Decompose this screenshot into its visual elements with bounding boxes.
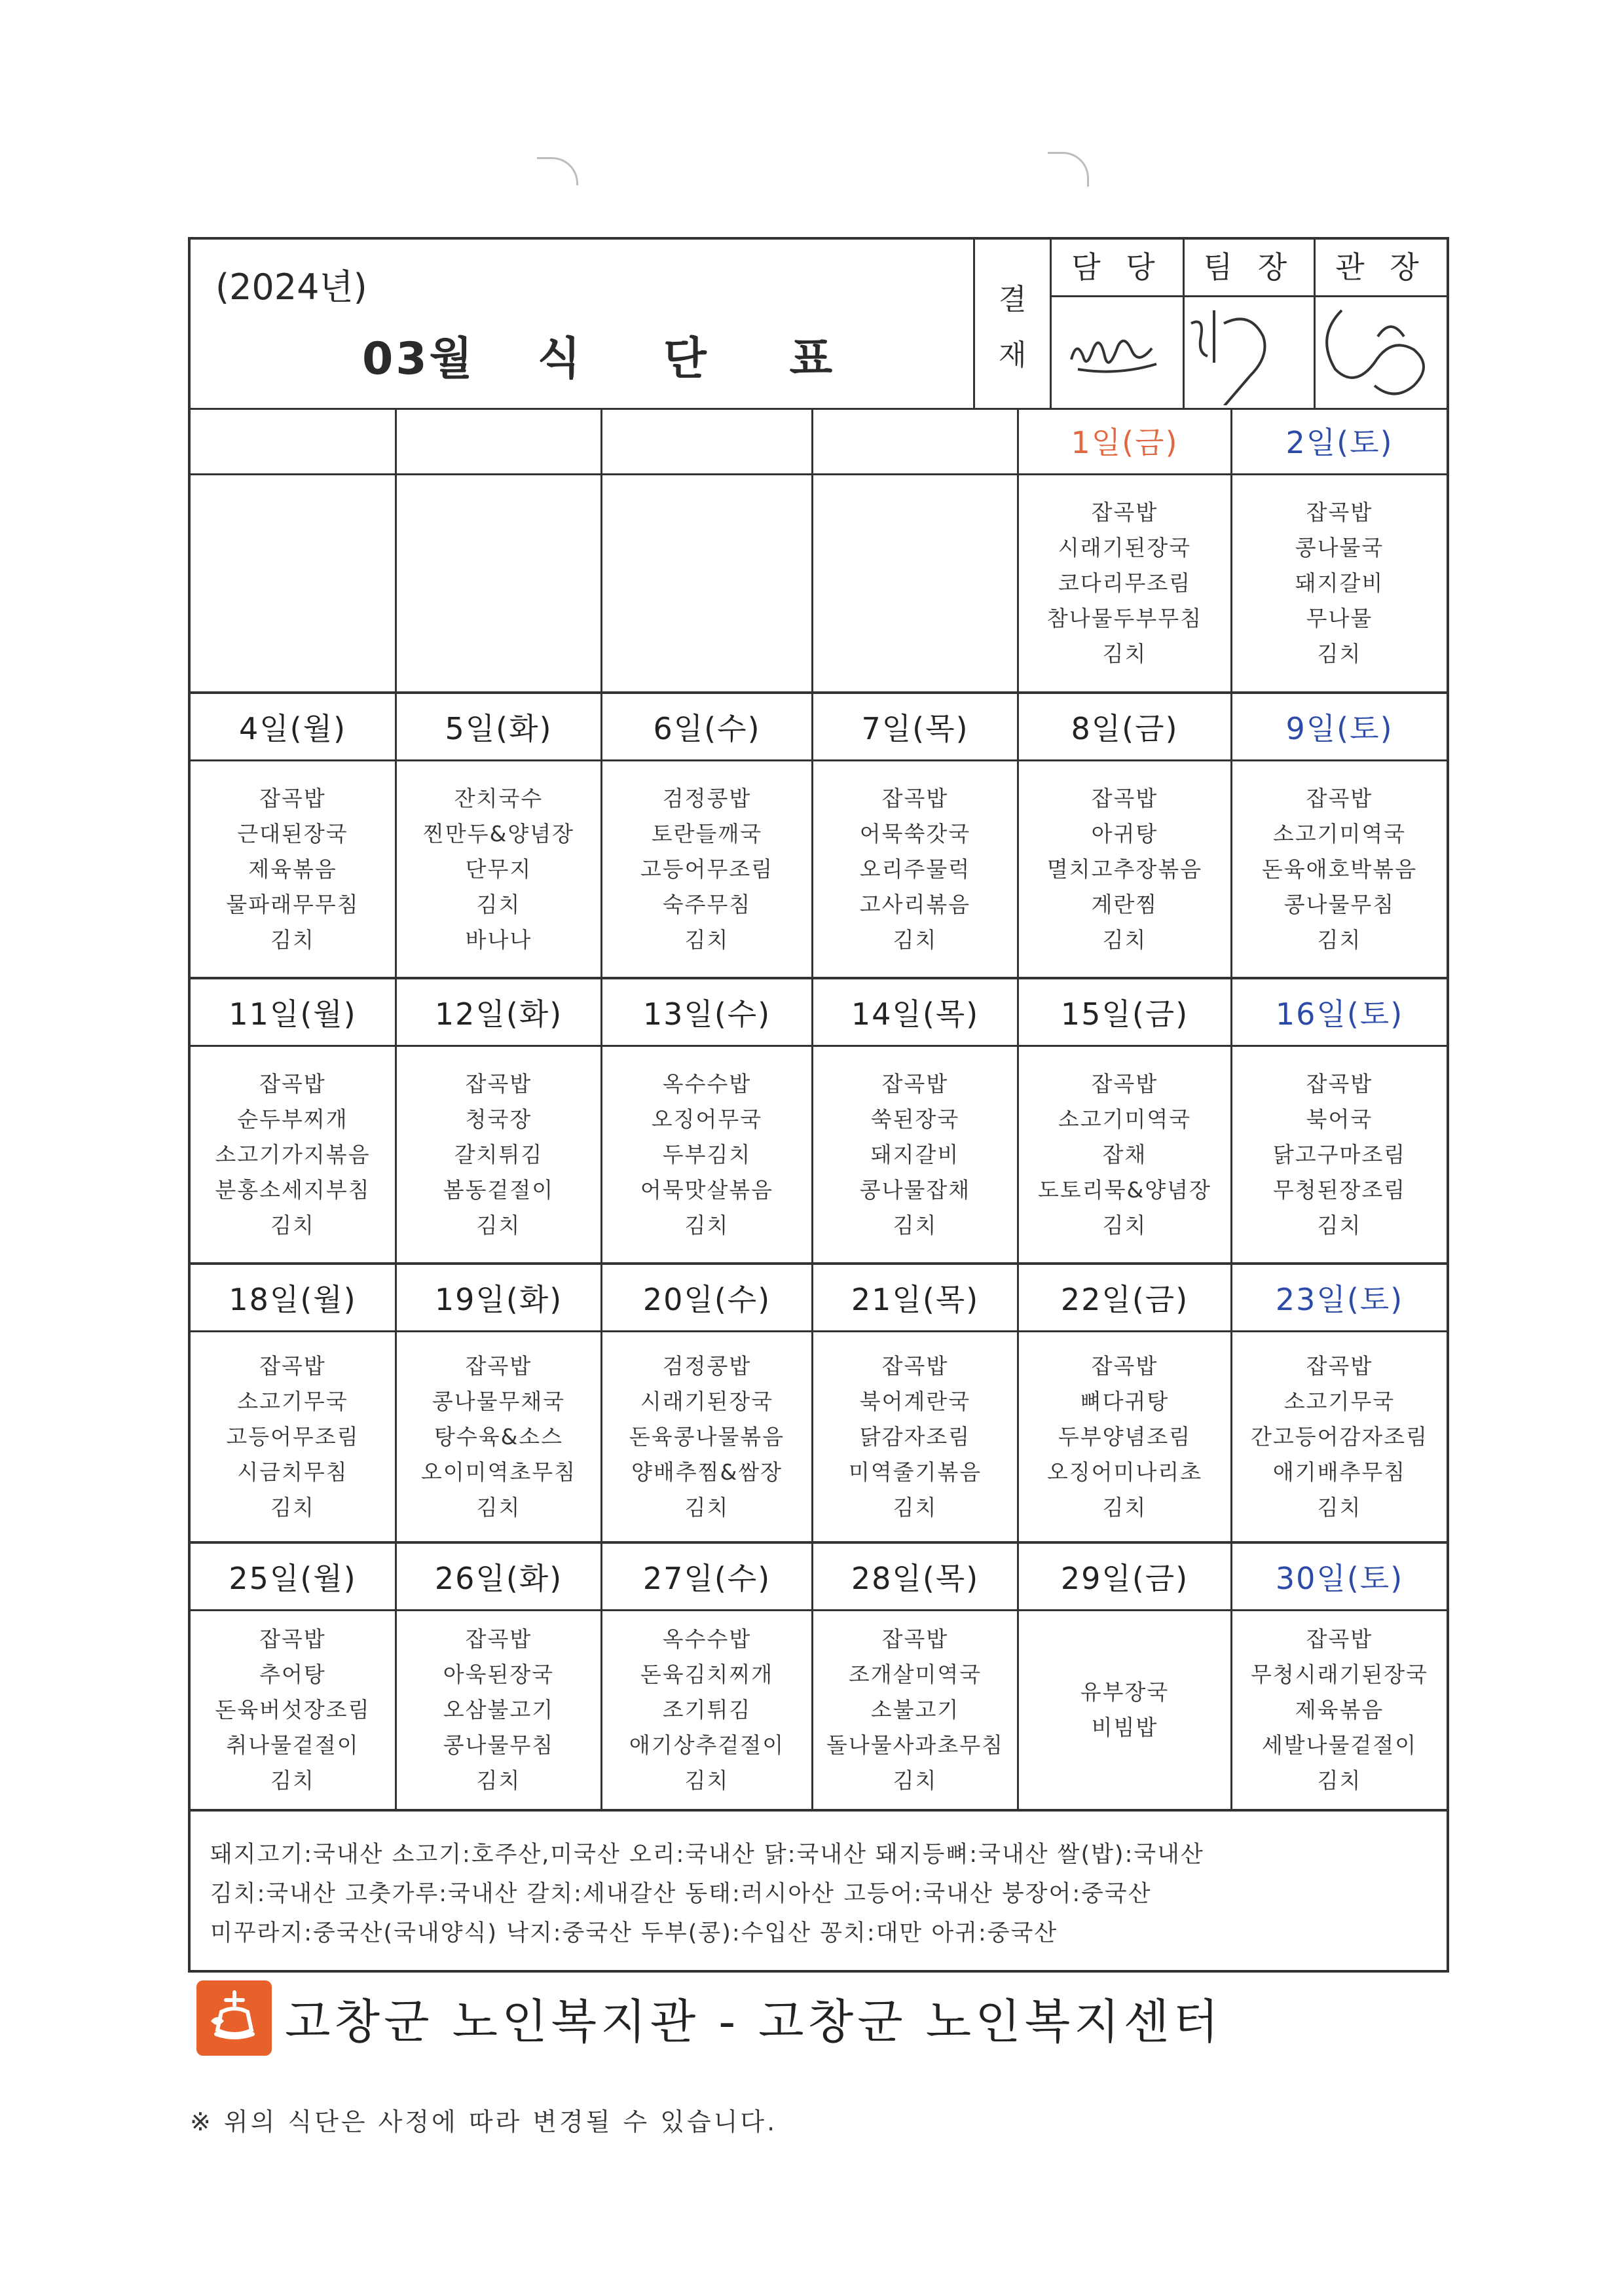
menu-item: 오이미역초무침 <box>420 1459 577 1485</box>
menu-cell <box>191 761 397 977</box>
menu-item: 무청시래기된장국 <box>1250 1662 1429 1687</box>
menu-item: 잡곡밥 <box>1306 1070 1373 1097</box>
approval-char: 결 <box>999 283 1027 316</box>
date-cell: 7일(목) <box>813 694 1019 759</box>
menu-item: 탕수육&소스 <box>434 1423 564 1449</box>
approval-label <box>973 240 1052 408</box>
menu-item: 추어탕 <box>259 1662 326 1687</box>
menu-item: 잡곡밥 <box>1091 785 1158 811</box>
menu-item: 돼지갈비 <box>870 1141 960 1167</box>
menu-item: 김치 <box>893 926 938 953</box>
menu-item: 아욱된장국 <box>443 1662 555 1687</box>
menu-row <box>191 1611 1447 1812</box>
origin-line: 김치:국내산 고춧가루:국내산 갈치:세내갈산 동태:러시아산 고등어:국내산 붕장어:중국산 <box>210 1881 1152 1907</box>
menu-cell <box>1232 475 1447 691</box>
menu-item: 비빔밥 <box>1091 1715 1158 1740</box>
menu-cell <box>1019 761 1232 977</box>
menu-item: 김치 <box>270 1768 315 1793</box>
menu-row <box>191 475 1447 694</box>
menu-item: 김치 <box>1317 1212 1362 1238</box>
menu-item: 미역줄기볶음 <box>848 1459 982 1485</box>
sheet-header <box>191 240 1447 410</box>
menu-item: 김치 <box>1102 1212 1147 1238</box>
date-cell: 25일(월) <box>191 1544 397 1609</box>
menu-item: 유부장국 <box>1080 1679 1170 1705</box>
date-cell <box>602 408 813 473</box>
date-cell: 30일(토) <box>1275 1561 1404 1596</box>
menu-item: 잡곡밥 <box>1091 1070 1158 1097</box>
menu-cell <box>191 475 397 691</box>
organization-logo <box>196 1980 272 2056</box>
menu-item: 잡곡밥 <box>1091 500 1158 525</box>
signature-team-lead <box>1185 297 1316 405</box>
menu-row <box>191 1332 1447 1544</box>
menu-sheet <box>188 237 1449 1973</box>
menu-item: 소고기미역국 <box>1058 1106 1192 1132</box>
menu-item: 시금치무침 <box>237 1459 348 1485</box>
menu-cell <box>813 1611 1019 1809</box>
menu-cell <box>813 1047 1019 1262</box>
date-cell: 26일(화) <box>397 1544 602 1609</box>
menu-item: 잡곡밥 <box>465 1626 532 1652</box>
menu-item: 북어계란국 <box>859 1388 971 1414</box>
menu-cell <box>397 1611 602 1809</box>
menu-item: 김치 <box>476 1212 521 1238</box>
date-cell <box>191 408 397 473</box>
menu-cell <box>191 1047 397 1262</box>
menu-item: 쑥된장국 <box>870 1106 960 1132</box>
date-cell: 5일(화) <box>397 694 602 759</box>
date-cell: 18일(월) <box>191 1265 397 1330</box>
scan-mark <box>537 157 578 185</box>
menu-item: 콩나물잡채 <box>859 1176 971 1203</box>
date-cell: 16일(토) <box>1275 996 1404 1032</box>
menu-item: 김치 <box>270 926 315 953</box>
menu-row <box>191 761 1447 979</box>
date-cell: 15일(금) <box>1019 979 1232 1045</box>
date-cell: 21일(목) <box>813 1265 1019 1330</box>
title-char: 식 <box>537 333 583 385</box>
menu-item: 고등어무조림 <box>640 856 774 882</box>
date-cell: 27일(수) <box>602 1544 813 1609</box>
menu-cell <box>397 475 602 691</box>
menu-item: 잡곡밥 <box>881 785 949 811</box>
menu-item: 김치 <box>684 1212 729 1238</box>
menu-item: 무청된장조림 <box>1272 1176 1407 1203</box>
menu-item: 김치 <box>270 1212 315 1238</box>
menu-cell <box>602 1332 813 1541</box>
menu-item: 옥수수밥 <box>662 1070 752 1097</box>
menu-cell <box>397 1047 602 1262</box>
menu-item: 김치 <box>1317 641 1362 666</box>
menu-item: 잡곡밥 <box>881 1626 949 1652</box>
menu-item: 잡곡밥 <box>1306 500 1373 525</box>
menu-cell <box>191 1332 397 1541</box>
menu-item: 검정콩밥 <box>662 785 752 811</box>
menu-item: 콩나물무침 <box>1283 891 1395 917</box>
menu-cell <box>1019 1611 1232 1809</box>
menu-item: 고등어무조림 <box>226 1423 360 1449</box>
menu-item: 소고기무국 <box>237 1388 348 1414</box>
menu-item: 콩나물무채국 <box>432 1388 566 1414</box>
title-char: 표 <box>789 333 836 385</box>
menu-cell <box>397 761 602 977</box>
menu-item: 토란들깨국 <box>651 820 763 847</box>
menu-item: 어묵쑥갓국 <box>859 820 971 847</box>
date-cell <box>397 408 602 473</box>
menu-item: 김치 <box>270 1494 315 1520</box>
menu-item: 잡곡밥 <box>1091 1353 1158 1379</box>
menu-item: 오리주물럭 <box>859 856 971 882</box>
menu-item: 시래기된장국 <box>1058 535 1192 560</box>
date-cell: 2일(토) <box>1285 425 1393 460</box>
menu-item: 아귀탕 <box>1091 820 1158 847</box>
menu-item: 소불고기 <box>870 1697 960 1722</box>
date-cell: 1일(금) <box>1019 408 1232 473</box>
menu-item: 돈육버섯장조림 <box>215 1697 371 1722</box>
menu-calendar <box>191 408 1447 1812</box>
menu-item: 물파래무무침 <box>226 891 360 917</box>
menu-cell <box>191 1611 397 1809</box>
menu-item: 숙주무침 <box>662 891 752 917</box>
date-cell: 23일(토) <box>1275 1282 1404 1317</box>
title-char: 단 <box>663 333 709 385</box>
menu-item: 김치 <box>893 1212 938 1238</box>
menu-item: 두부양념조림 <box>1058 1423 1192 1449</box>
menu-cell <box>1019 1047 1232 1262</box>
date-cell: 19일(화) <box>397 1265 602 1330</box>
menu-item: 김치 <box>684 926 729 953</box>
approval-role: 팀 장 <box>1185 240 1314 297</box>
menu-item: 돈육김치찌개 <box>640 1662 774 1687</box>
date-row <box>191 1265 1447 1332</box>
menu-item: 제육볶음 <box>1295 1697 1384 1722</box>
menu-item: 간고등어감자조림 <box>1250 1423 1429 1449</box>
menu-item: 고사리볶음 <box>859 891 971 917</box>
date-cell: 29일(금) <box>1019 1544 1232 1609</box>
menu-item: 닭감자조림 <box>859 1423 971 1449</box>
menu-item: 잡곡밥 <box>1306 1353 1373 1379</box>
approval-role: 관 장 <box>1316 240 1447 297</box>
approval-cell-team-lead <box>1185 240 1316 408</box>
menu-cell <box>602 761 813 977</box>
menu-item: 갈치튀김 <box>454 1141 544 1167</box>
menu-item: 두부김치 <box>662 1141 752 1167</box>
menu-item: 코다리무조림 <box>1058 570 1192 596</box>
menu-item: 돌나물사과초무침 <box>826 1732 1005 1758</box>
menu-cell <box>1232 1611 1447 1809</box>
menu-cell <box>1232 761 1447 977</box>
date-row <box>191 979 1447 1047</box>
menu-item: 김치 <box>1317 1494 1362 1520</box>
menu-item: 취나물겉절이 <box>226 1732 360 1758</box>
menu-item: 김치 <box>1102 1494 1147 1520</box>
menu-item: 잡곡밥 <box>1306 785 1373 811</box>
approval-cell-director <box>1316 240 1447 408</box>
menu-item: 돼지갈비 <box>1295 570 1384 596</box>
menu-item: 김치 <box>1102 926 1147 953</box>
organization-name: 고창군 노인복지관 - 고창군 노인복지센터 <box>285 1994 1223 2049</box>
page-title <box>362 323 835 387</box>
menu-item: 닭고구마조림 <box>1272 1141 1407 1167</box>
date-cell: 22일(금) <box>1019 1265 1232 1330</box>
date-cell: 8일(금) <box>1019 694 1232 759</box>
menu-item: 잡곡밥 <box>259 1353 326 1379</box>
title-month: 03월 <box>362 333 475 385</box>
menu-item: 뼈다귀탕 <box>1080 1388 1170 1414</box>
menu-cell <box>1232 1332 1447 1541</box>
menu-item: 세발나물겉절이 <box>1261 1732 1418 1758</box>
menu-item: 오징어미나리초 <box>1046 1459 1203 1485</box>
menu-item: 잔치국수 <box>454 785 544 811</box>
date-cell <box>813 408 1019 473</box>
menu-cell <box>602 475 813 691</box>
menu-item: 잡곡밥 <box>881 1353 949 1379</box>
menu-item: 콩나물무침 <box>443 1732 555 1758</box>
menu-cell <box>813 1332 1019 1541</box>
menu-item: 찐만두&양념장 <box>422 820 574 847</box>
menu-item: 봄동겉절이 <box>443 1176 555 1203</box>
menu-item: 잡곡밥 <box>259 1626 326 1652</box>
menu-item: 분홍소세지부침 <box>215 1176 371 1203</box>
menu-item: 조기튀김 <box>662 1697 752 1722</box>
menu-item: 애기상추겉절이 <box>629 1732 785 1758</box>
notice-text: ※ 위의 식단은 사정에 따라 변경될 수 있습니다. <box>190 2107 778 2136</box>
date-cell: 9일(토) <box>1285 711 1393 746</box>
menu-item: 김치 <box>1317 1768 1362 1793</box>
logo-emblem-icon <box>196 1980 272 2056</box>
menu-cell <box>813 761 1019 977</box>
approval-role: 담 당 <box>1052 240 1183 297</box>
approval-cell-staff <box>1052 240 1185 408</box>
menu-item: 잡곡밥 <box>1306 1626 1373 1652</box>
menu-item: 청국장 <box>465 1106 532 1132</box>
menu-cell <box>813 475 1019 691</box>
menu-item: 오삼불고기 <box>443 1697 555 1722</box>
menu-item: 멸치고추장볶음 <box>1046 856 1203 882</box>
origin-info <box>191 1812 1447 1970</box>
date-cell: 12일(화) <box>397 979 602 1045</box>
menu-item: 어묵맛살볶음 <box>640 1176 774 1203</box>
date-row <box>191 408 1447 475</box>
menu-item: 김치 <box>684 1494 729 1520</box>
date-row <box>191 1544 1447 1611</box>
menu-item: 잡곡밥 <box>259 1070 326 1097</box>
menu-item: 애기배추무침 <box>1272 1459 1407 1485</box>
menu-item: 바나나 <box>465 926 532 953</box>
date-row <box>191 694 1447 761</box>
menu-item: 북어국 <box>1306 1106 1373 1132</box>
menu-item: 단무지 <box>465 856 532 882</box>
signature-staff <box>1052 297 1183 405</box>
date-cell: 11일(월) <box>191 979 397 1045</box>
menu-item: 옥수수밥 <box>662 1626 752 1652</box>
approval-char: 재 <box>999 338 1027 372</box>
menu-item: 근대된장국 <box>237 820 348 847</box>
menu-item: 김치 <box>1317 926 1362 953</box>
menu-item: 잡곡밥 <box>881 1070 949 1097</box>
origin-line: 미꾸라지:중국산(국내양식) 낙지:중국산 두부(콩):수입산 꽁치:대만 아귀:중국산 <box>210 1920 1058 1946</box>
menu-item: 김치 <box>893 1494 938 1520</box>
menu-item: 순두부찌개 <box>237 1106 348 1132</box>
date-cell: 13일(수) <box>602 979 813 1045</box>
menu-item: 돈육애호박볶음 <box>1261 856 1418 882</box>
menu-cell <box>397 1332 602 1541</box>
menu-item: 잡곡밥 <box>465 1353 532 1379</box>
date-cell: 20일(수) <box>602 1265 813 1330</box>
menu-cell <box>602 1047 813 1262</box>
date-cell: 4일(월) <box>191 694 397 759</box>
menu-item: 돈육콩나물볶음 <box>629 1423 785 1449</box>
menu-cell <box>1232 1047 1447 1262</box>
menu-item: 소고기무국 <box>1283 1388 1395 1414</box>
date-cell: 28일(목) <box>813 1544 1019 1609</box>
menu-item: 김치 <box>1102 641 1147 666</box>
menu-item: 잡채 <box>1102 1141 1147 1167</box>
menu-item: 무나물 <box>1306 606 1373 631</box>
date-cell: 14일(목) <box>813 979 1019 1045</box>
menu-item: 양배추찜&쌈장 <box>631 1459 783 1485</box>
menu-item: 김치 <box>893 1768 938 1793</box>
menu-cell <box>1019 475 1232 691</box>
menu-item: 김치 <box>476 1494 521 1520</box>
menu-item: 제육볶음 <box>248 856 337 882</box>
menu-cell <box>1019 1332 1232 1541</box>
scan-mark <box>1048 152 1089 187</box>
menu-item: 시래기된장국 <box>640 1388 774 1414</box>
menu-item: 참나물두부무침 <box>1046 606 1203 631</box>
menu-item: 잡곡밥 <box>259 785 326 811</box>
menu-item: 소고기미역국 <box>1272 820 1407 847</box>
menu-item: 조개살미역국 <box>848 1662 982 1687</box>
menu-item: 오징어무국 <box>651 1106 763 1132</box>
menu-cell <box>602 1611 813 1809</box>
menu-item: 콩나물국 <box>1295 535 1384 560</box>
menu-item: 검정콩밥 <box>662 1353 752 1379</box>
origin-line: 돼지고기:국내산 소고기:호주산,미국산 오리:국내산 닭:국내산 돼지등뼈:국내산 쌀(밥):국내산 <box>210 1842 1204 1868</box>
date-cell: 6일(수) <box>602 694 813 759</box>
menu-item: 김치 <box>476 1768 521 1793</box>
menu-item: 소고기가지볶음 <box>215 1141 371 1167</box>
signature-director <box>1316 297 1447 405</box>
menu-row <box>191 1047 1447 1265</box>
menu-item: 계란찜 <box>1091 891 1158 917</box>
year-label: (2024년) <box>215 266 367 308</box>
menu-item: 김치 <box>684 1768 729 1793</box>
menu-item: 도토리묵&양념장 <box>1038 1176 1211 1203</box>
menu-item: 잡곡밥 <box>465 1070 532 1097</box>
menu-item: 김치 <box>476 891 521 917</box>
